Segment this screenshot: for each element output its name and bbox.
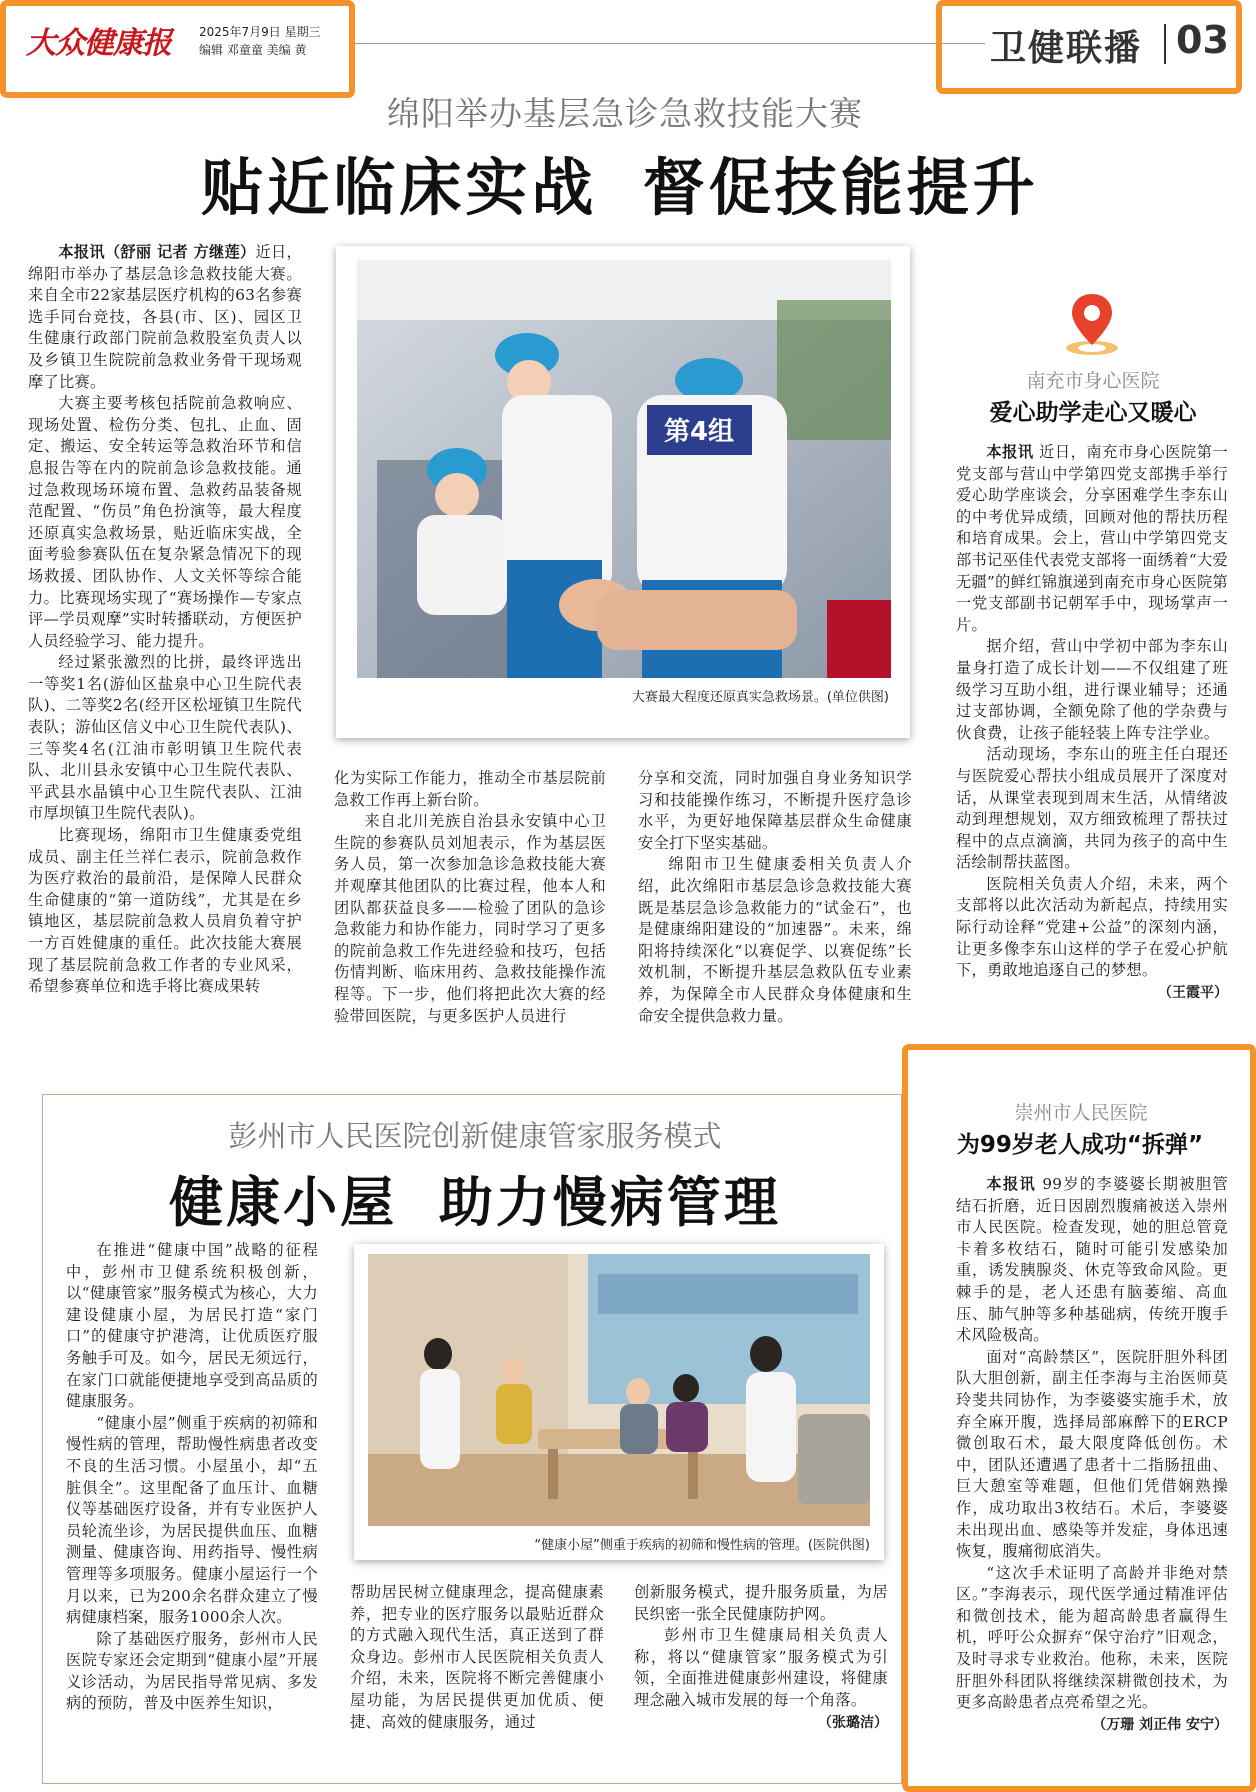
article3-col2-para: 帮助居民树立健康理念，提高健康素养，把专业的医疗服务以最贴近群众的方式融入现代生活，真正送到了群众身边。彭州市人民医院相关负责人介绍，未来，医院将不断完善健康小屋功能，为居民提供更加优质、便捷、高效的健康服务，通过 <box>350 1583 604 1731</box>
article1-col3-para: 绵阳市卫生健康委相关负责人介绍，此次绵阳市基层急诊急救技能大赛既是基层急诊急救能力的“试金石”，也是健康绵阳建设的“加速器”。未来，绵阳将持续深化“以赛促学、以赛促练”长效机制，不断提升基层急救队伍专业素养，为保障全市人民群众身体健康和生命安全提供急救力量。 <box>638 855 912 1025</box>
article3-column-3 <box>634 1582 888 1772</box>
article2-body <box>956 442 1228 1032</box>
article3-credit: （张璐洁） <box>818 1714 888 1731</box>
ambulance-rescue-photo <box>357 260 891 678</box>
article3-photo-caption: “健康小屋”侧重于疾病的初筛和慢性病的管理。(医院供图) <box>534 1538 870 1553</box>
article1-column-1 <box>28 242 302 1042</box>
article4-credit: （万珊 刘正伟 安宁） <box>1092 1716 1228 1733</box>
article3-col1-para: 除了基础医疗服务，彭州市人民医院专家还会定期到“健康小屋”开展义诊活动，为居民指导常见病、多发病的预防，普及中医养生知识， <box>66 1629 318 1713</box>
article4-para: 本报讯 99岁的李婆婆长期被胆管结石折磨，近日因剧烈腹痛被送入崇州市人民医院。检查发现，她的胆总管竟卡着多枚结石，随时可能引发感染加重，诱发胰腺炎、休克等致命风险。更棘手的是，老人还患有脑萎缩、高血压、肺气肿等多种基础病，传统开腹手术风险极高。 <box>956 1175 1228 1345</box>
article1-col1-para: 本报讯（舒丽 记者 方继莲）近日，绵阳市举办了基层急诊急救技能大赛。来自全市22家基层医疗机构的63名参赛选手同台竞技，各县(市、区)、园区卫生健康行政部门院前急救股室负责人以及乡镇卫生院院前急救业务骨干现场观摩了比赛。 <box>28 243 302 391</box>
article3-col3-para: 彭州市卫生健康局相关负责人称，将以“健康管家”服务模式为引领，全面推进健康彭州建设，将健康理念融入城市发展的每一个角落。 <box>634 1626 888 1709</box>
article2-headline: 爱心助学走心又暖心 <box>989 400 1197 426</box>
article3-col1-para: 在推进“健康中国”战略的征程中，彭州市卫健系统积极创新，以“健康管家”服务模式为核心，大力建设健康小屋，为居民打造“家门口”的健康守护港湾，让优质医疗服务触手可及。如今，居民无须远行，在家门口就能便捷地享受到高品质的健康服务。 <box>66 1241 318 1411</box>
article1-photo-frame <box>336 246 910 738</box>
article1-col2-para: 来自北川羌族自治县永安镇中心卫生院的参赛队员刘旭表示，作为基层医务人员，第一次参加急诊急救技能大赛并观摩其他团队的比赛过程，他本人和团队都获益良多——检验了团队的急诊急救能力和协作能力，同时学习了更多的院前急救工作先进经验和技巧，包括伤情判断、临床用药、急救技能操作流程等。下一步，他们将把此次大赛的经验带回医院，与更多医护人员进行 <box>334 812 606 1025</box>
article1-col3-para: 分享和交流，同时加强自身业务知识学习和技能操作练习，不断提升医疗急诊水平，为更好地保障基层群众生命健康安全打下坚实基础。 <box>638 769 912 852</box>
article4-para: 面对“高龄禁区”，医院肝胆外科团队大胆创新，副主任李海与主治医师莫玲斐共同协作，为李婆婆实施手术，放弃全麻开腹，选择局部麻醉下的ERCP微创取石术，最大限度降低创伤。术中，团队还遭遇了患者十二指肠扭曲、巨大憩室等难题，但他们凭借娴熟操作，成功取出3枚结石。术后，李婆婆未出现出血、感染等并发症，身体迅速恢复，腹痛彻底消失。 <box>956 1347 1228 1561</box>
article1-column-3 <box>638 768 912 1048</box>
page-number: 03 <box>1176 18 1229 62</box>
section-divider <box>1164 24 1166 64</box>
article1-headline: 贴近临床实战 督促技能提升 <box>201 151 1039 224</box>
article1-column-2 <box>334 768 606 1048</box>
article1-col1-para: 大赛主要考核包括院前急救响应、现场处置、检伤分类、包扎、止血、固定、搬运、安全转运等急救治环节和信息报告等在内的院前急诊急救技能。通过急救现场环境布置、急救药品装备规范配置、“伤员”角色扮演等，最大程度还原真实急救场景，贴近临床实战，全面考验参赛队伍在复杂紧急情况下的现场救援、团队协作、人文关怀等综合能力。比赛现场实现了“赛场操作—专家点评—学员观摩”实时转播联动，方便医护人员经验学习、能力提升。 <box>28 394 302 650</box>
article2-para: 本报讯 近日，南充市身心医院第一党支部与营山中学第四党支部携手举行爱心助学座谈会，分享困难学生李东山的中考优异成绩，回顾对他的帮扶历程和培育成果。会上，营山中学第四党支部书记巫佳代表党支部将一面绣着“大爱无疆”的鲜红锦旗递到南充市身心医院第一党支部副书记朝军手中，现场掌声一片。 <box>956 443 1228 634</box>
article2-credit: （王霞平） <box>1158 984 1228 1001</box>
article1-photo-caption: 大赛最大程度还原真实急救场景。(单位供图) <box>631 690 889 705</box>
article1-kicker: 绵阳举办基层急诊急救技能大赛 <box>387 94 863 133</box>
location-pin-icon <box>1064 290 1120 356</box>
article3-col3-para: 创新服务模式，提升服务质量，为居民织密一张全民健康防护网。 <box>634 1583 888 1623</box>
article2-para: 医院相关负责人介绍，未来，两个支部将以此次活动为新起点，持续用实际行动诠释“党建+公益”的深刻内涵，让更多像李东山这样的学子在爱心护航下，勇敢地追逐自己的梦想。 <box>956 874 1228 980</box>
article1-col1-para: 经过紧张激烈的比拼，最终评选出一等奖1名(游仙区盐泉中心卫生院代表队)、二等奖2名(经开区松垭镇卫生院代表队；游仙区信义中心卫生院代表队)、三等奖4名(江油市彰明镇卫生院代表队、北川县永安镇中心卫生院代表队、平武县水晶镇中心卫生院代表队、江油市厚坝镇卫生院代表队)。 <box>28 653 302 823</box>
issue-date: 2025年7月9日 星期三 <box>199 25 321 39</box>
header-rule <box>355 43 985 44</box>
article4-kicker: 崇州市人民医院 <box>1014 1102 1148 1124</box>
article3-headline: 健康小屋 助力慢病管理 <box>169 1170 781 1234</box>
article1-col1-para: 比赛现场，绵阳市卫生健康委党组成员、副主任兰祥仁表示，院前急救作为医疗救治的最前沿，是保障人民群众生命健康的“第一道防线”，尤其是在乡镇地区，基层院前急救人员肩负着守护一方百姓健康的重任。此次技能大赛展现了基层院前急救工作者的专业风采，希望参赛单位和选手将比赛成果转 <box>28 826 302 996</box>
article4-headline: 为99岁老人成功“拆弹” <box>956 1132 1204 1158</box>
team-label: 第4组 <box>663 417 735 447</box>
article3-col1-para: “健康小屋”侧重于疾病的初筛和慢性病的管理，帮助慢性病患者改变不良的生活习惯。小屋虽小，却“五脏俱全”。这里配备了血压计、血糖仪等基础医疗设备，并有专业医护人员轮流坐诊，为居民提供血压、血糖测量、健康咨询、用药指导、慢性病管理等多项服务。健康小屋运行一个月以来，已为200余名群众建立了慢病健康档案，服务1000余人次。 <box>66 1413 318 1627</box>
editors-credit: 编辑 邓童童 美编 黄 <box>199 43 307 57</box>
article3-column-1 <box>66 1240 318 1780</box>
article4-body <box>956 1174 1228 1774</box>
newspaper-logo: 大众健康报 <box>26 26 171 61</box>
health-cabin-photo <box>368 1254 870 1526</box>
article2-para: 活动现场，李东山的班主任白琨还与医院爱心帮扶小组成员展开了深度对话，从课堂表现到周末生活，从情绪波动到理想规划，双方细致梳理了帮扶过程中的点点滴滴，共同为孩子的高中生活绘制帮扶蓝图。 <box>956 745 1228 872</box>
section-title: 卫健联播 <box>990 28 1143 69</box>
article3-kicker: 彭州市人民医院创新健康管家服务模式 <box>228 1119 722 1153</box>
article3-photo-frame <box>354 1244 884 1560</box>
article2-kicker: 南充市身心医院 <box>1026 370 1160 392</box>
article2-para: 据介绍，营山中学初中部为李东山量身打造了成长计划——不仅组建了班级学习互助小组，进行课业辅导；还通过支部协调，全额免除了他的学杂费与伙食费，让孩子能轻装上阵专注学业。 <box>956 637 1228 742</box>
article1-byline: 本报讯（舒丽 记者 方继莲） <box>58 243 256 261</box>
article3-column-2 <box>350 1582 604 1762</box>
article1-col2-para: 化为实际工作能力，推动全市基层院前急救工作再上新台阶。 <box>334 769 606 809</box>
article4-para: “这次手术证明了高龄并非绝对禁区。”李海表示，现代医学通过精准评估和微创技术，能为超高龄患者赢得生机，呼吁公众摒弃“保守治疗”旧观念，及时寻求专业救治。他称，未来，医院肝胆外科团队将继续深耕微创技术，为更多高龄患者点亮希望之光。 <box>956 1563 1228 1712</box>
